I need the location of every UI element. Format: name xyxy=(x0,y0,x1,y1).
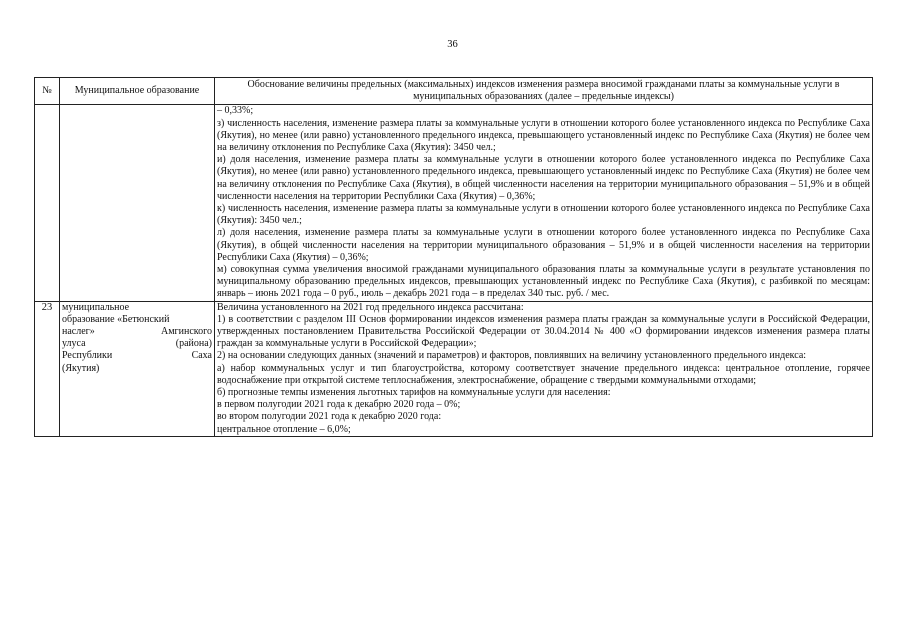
municipality-word: (района) xyxy=(175,338,212,350)
header-municipality: Муниципальное образование xyxy=(60,78,215,105)
municipality-word: наслег» xyxy=(62,326,95,338)
continued-justification-cell xyxy=(215,105,873,301)
municipality-line xyxy=(62,363,212,375)
municipality-cell xyxy=(60,301,215,436)
text-paragraph: а) набор коммунальных услуг и тип благоустройства, которому соответствует значение предельного индекса: центральное отопление, горячее водоснабжение при открытой системе теплоснабжения, электроснабжение, обращение с твердыми коммунальными отходами; xyxy=(217,362,870,386)
text-paragraph: м) совокупная сумма увеличения вносимой гражданами муниципального образования платы за коммунальные услуги в результате установления по муниципальному образованию предельных индексов, превышающих установленный индекс по Республике Саха (Якутия), с разбивкой по месяцам: январь – июнь 2021 года – 0 руб., июль – декабрь 2021 года – в пределах 340 тыс. руб. / мес. xyxy=(217,264,870,300)
text-paragraph: з) численность населения, изменение размера платы за коммунальные услуги в отношении которого более установленного индекса по Республике Саха (Якутия), но менее (или равно) установленного предельного индекса, превышающего установленный индекс по Республике Саха (Якутия) не более чем на величину отклонения по Республике Саха (Якутия): 3450 чел.; xyxy=(217,117,870,154)
justification-table xyxy=(34,77,873,437)
header-number: № xyxy=(35,78,60,105)
municipality-word: (Якутия) xyxy=(62,362,100,374)
text-paragraph: 2) на основании следующих данных (значений и параметров) и факторов, повлиявших на величину установленного предельного индекса: xyxy=(217,350,807,362)
text-paragraph: б) прогнозные темпы изменения льготных тарифов на коммунальные услуги для населения: xyxy=(217,387,611,399)
continued-municipality-cell xyxy=(60,105,215,301)
continued-number-cell xyxy=(35,105,60,301)
text-paragraph: в первом полугодии 2021 года к декабрю 2020 года – 0%; xyxy=(217,399,461,411)
text-paragraph: и) доля населения, изменение размера платы за коммунальные услуги в отношении которого более установленного индекса по Республике Саха (Якутия), но менее (или равно) установленного предельного индекса, превышающего установленный индекс по Республике Саха (Якутия) не более чем на величину отклонения по Республике Саха (Якутия), в общей численности населения на территории муниципального образования – 51,9% и в общей численности населения на территории Республики Саха (Якутия) – 0,36%; xyxy=(217,154,870,202)
text-paragraph: Величина установленного на 2021 год предельного индекса рассчитана: xyxy=(217,301,524,313)
header-justification: Обоснование величины предельных (максимальных) индексов изменения размера вносимой гражданами платы за коммунальные услуги в муниципальных образованиях (далее – предельные индексы) xyxy=(215,78,873,105)
table-header-row xyxy=(35,78,873,105)
text-paragraph: к) численность населения, изменение размера платы за коммунальные услуги в отношении которого более установленного индекса по Республике Саха (Якутия): 3450 чел.; xyxy=(217,203,870,227)
text-paragraph: л) доля населения, изменение размера платы за коммунальные услуги в отношении которого более установленного индекса по Республике Саха (Якутия), в общей численности населения на территории муниципального образования – 51,9% и в общей численности населения на территории Республики Саха (Якутия) – 0,36%; xyxy=(217,227,870,263)
text-paragraph: – 0,33%; xyxy=(217,105,254,117)
municipality-word: Саха xyxy=(191,350,212,362)
municipality-line xyxy=(62,350,212,362)
municipality-word: улуса xyxy=(62,338,86,350)
table-row-23 xyxy=(35,301,873,436)
municipality-word: Республики xyxy=(62,350,113,362)
municipality-word: Амгинского xyxy=(161,326,212,338)
page-number: 36 xyxy=(447,39,458,50)
municipality-word: образование «Бетюнский xyxy=(62,313,170,325)
text-paragraph: во втором полугодии 2021 года к декабрю 2020 года: xyxy=(217,411,442,423)
municipality-line xyxy=(62,338,212,350)
justification-cell xyxy=(215,301,873,436)
municipality-line xyxy=(62,314,212,326)
text-paragraph: 1) в соответствии с разделом III Основ формировании индексов изменения размера платы граждан за коммунальные услуги в Российской Федерации, утвержденных постановлением Правительства Российской Федерации от 30.04.2014 № 400 «О формировании индексов изменения размера платы граждан за коммунальные услуги в Российской Федерации»; xyxy=(217,313,870,350)
municipality-line xyxy=(62,302,212,314)
table-row-continued xyxy=(35,105,873,301)
municipality-word: муниципальное xyxy=(62,301,130,313)
text-paragraph: центральное отопление – 6,0%; xyxy=(217,423,351,435)
municipality-line xyxy=(62,326,212,338)
row-number-cell: 23 xyxy=(35,301,60,436)
